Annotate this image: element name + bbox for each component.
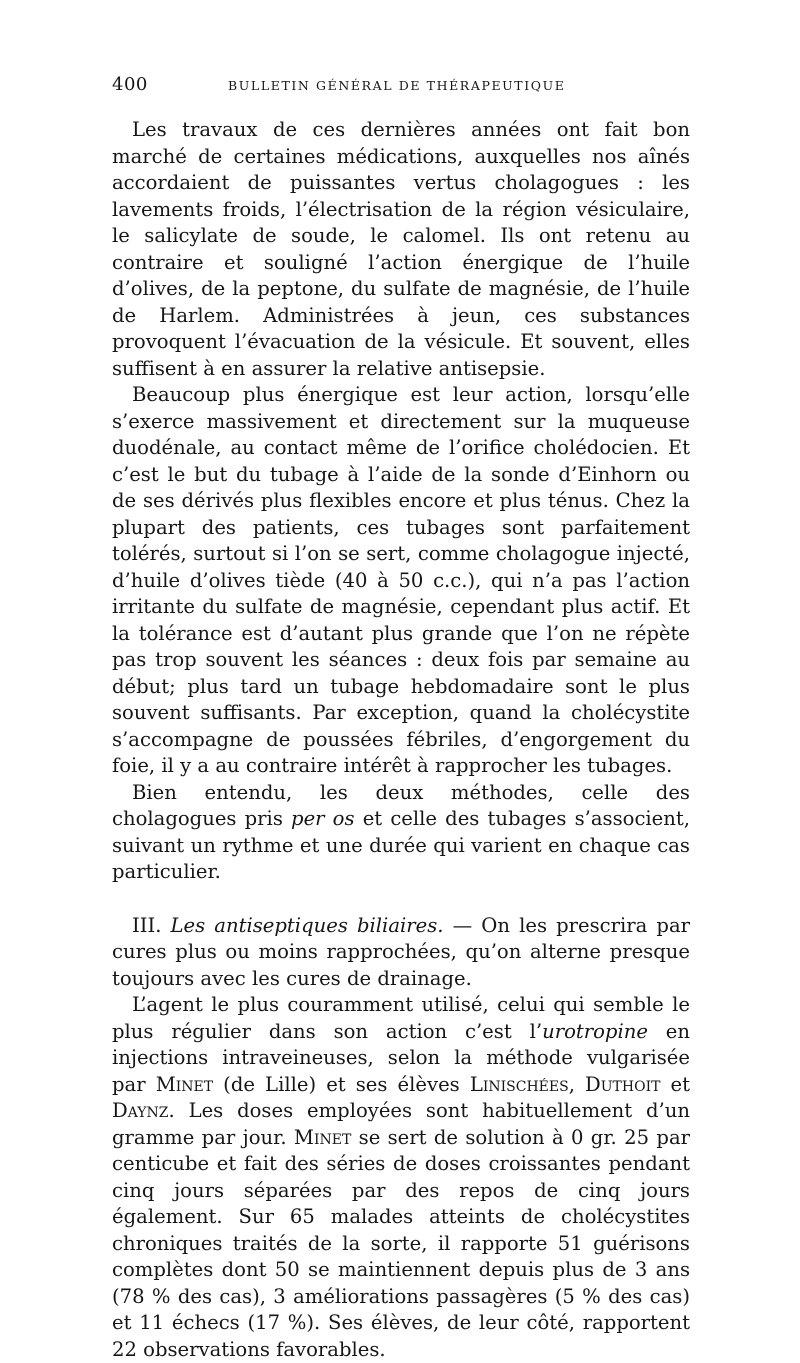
author-name: Minet <box>155 1072 214 1096</box>
section-title: Les antiseptiques biliaires. <box>170 913 444 937</box>
paragraph-text: Bien entendu, les deux méthodes, celle des cholagogues pris <box>112 780 690 830</box>
author-name: Linischées <box>469 1072 569 1096</box>
body-text <box>112 117 690 1363</box>
paragraph-text: (de Lille) et ses élèves <box>213 1072 470 1096</box>
running-title: BULLETIN GÉNÉRAL DE THÉRAPEUTIQUE <box>228 78 566 93</box>
paragraph-text: se sert de solution à 0 gr. 25 par centicube et fait des séries de doses croissantes pendant cinq jours séparées par des repos de cinq jours également. Sur 65 malades atteints de cholécystites chroniques traités de la sorte, il rapporte 51 guérisons complètes dont 50 se maintiennent depuis plus de 3 ans (78 % des cas), 3 améliorations passagères (5 % des cas) et 11 échecs (17 %). Ses élèves, de leur côté, rapportent 22 observations favorables. <box>112 1125 690 1361</box>
paragraph-text: . Les doses employées sont habituellement d’un gramme par jour. <box>112 1099 690 1149</box>
paragraph-urotropine <box>112 992 690 1363</box>
paragraph-text: , <box>568 1072 586 1096</box>
paragraph-methods-combined <box>112 780 690 886</box>
author-name: Minet <box>293 1125 352 1149</box>
section-numeral: III. <box>132 913 171 937</box>
drug-name: urotropine <box>542 1019 648 1043</box>
paragraph-text: en injections intraveineuses, selon la méthode vulgarisée par <box>112 1019 690 1096</box>
page-number: 400 <box>112 74 148 95</box>
paragraph-text: L’agent le plus couramment utilisé, celui qui semble le plus régulier dans son action c’est l’ <box>112 993 690 1043</box>
italic-term: per os <box>291 807 355 830</box>
paragraph-cholagogues: Les travaux de ces dernières années ont fait bon marché de certaines médications, auxquelles nos aînés accordaient de puissantes vertus cholagogues : les lavements froids, l’électrisation de la région vésiculaire, le salicylate de soude, le calomel. Ils ont retenu au contraire et souligné l’action énergique de l’huile d’olives, de la peptone, du sulfate de magnésie, de l’huile de Harlem. Administrées à jeun, ces substances provoquent l’évacuation de la vésicule. Et souvent, elles suffisent à en assurer la relative antisepsie. <box>112 118 690 380</box>
author-name: Duthoit <box>585 1072 661 1096</box>
section-antiseptiques-biliaires <box>112 913 690 993</box>
paragraph-text: et celle des tubages s’associent, suivant un rythme et une durée qui varient en chaque cas particulier. <box>112 807 690 883</box>
page-header <box>112 74 690 102</box>
paragraph-text: — On les prescrira par cures plus ou moins rapprochées, qu’on alterne presque toujours avec les cures de drainage. <box>112 913 690 990</box>
paragraph-text: et <box>660 1072 690 1096</box>
author-name: Daynz <box>112 1099 169 1122</box>
paragraph-tubage: Beaucoup plus énergique est leur action, lorsqu’elle s’exerce massivement et directement sur la muqueuse duodénale, au contact même de l’orifice cholédocien. Et c’est le but du tubage à l’aide de la sonde d’Einhorn ou de ses dérivés plus flexibles encore et plus ténus. Chez la plupart des patients, ces tubages sont parfaitement tolérés, surtout si l’on se sert, comme cholagogue injecté, d’huile d’olives tiède (40 à 50 c.c.), qui n’a pas l’action irritante du sulfate de magnésie, cependant plus actif. Et la tolérance est d’autant plus grande que l’on ne répète pas trop souvent les séances : deux fois par semaine au début; plus tard un tubage hebdomadaire sont le plus souvent suffisants. Par exception, quand la cholécystite s’accompagne de poussées fébriles, d’engorgement du foie, il y a au contraire intérêt à rapprocher les tubages. <box>112 383 690 777</box>
